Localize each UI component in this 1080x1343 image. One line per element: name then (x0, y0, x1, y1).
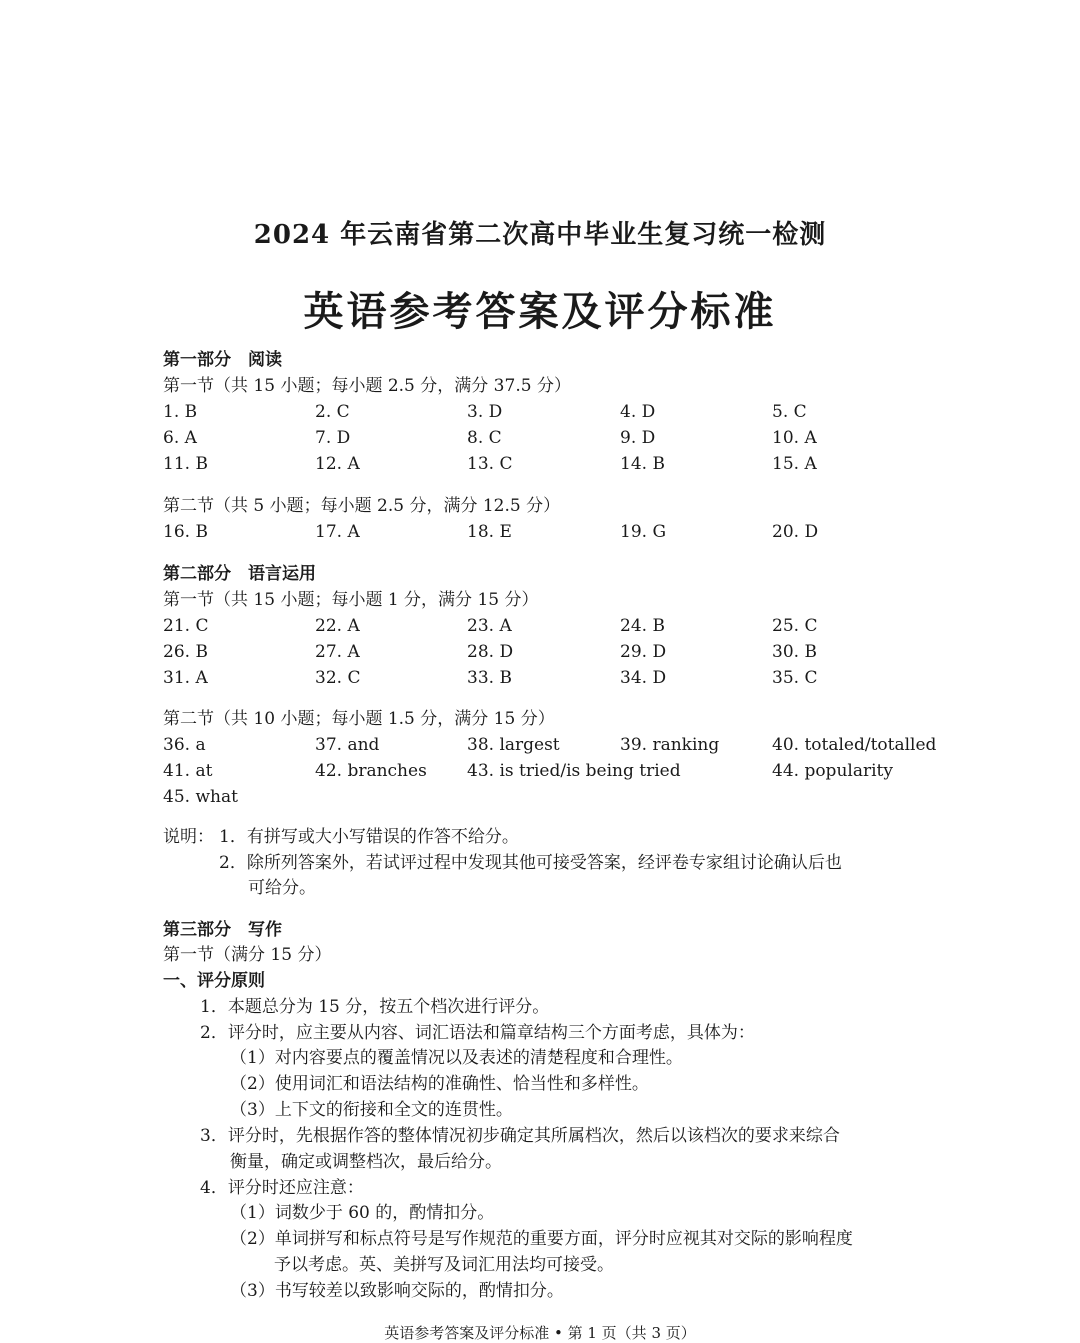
answer-row (163, 760, 923, 782)
answer-item: 23. A (467, 616, 512, 636)
answer-item: 9. D (620, 428, 656, 448)
answer-item: 14. B (620, 454, 665, 474)
part1-heading: 第一部分 阅读 (163, 350, 282, 370)
answer-item: 35. C (772, 668, 818, 688)
part2-heading: 第二部分 语言运用 (163, 564, 316, 584)
document-subtitle: 英语参考答案及评分标准 (303, 288, 777, 335)
part1-section1-heading: 第一节（共 15 小题；每小题 2.5 分，满分 37.5 分） (163, 376, 571, 396)
principle-2: 2．评分时，应主要从内容、词汇语法和篇章结构三个方面考虑，具体为： (200, 1023, 755, 1043)
answer-item: 42. branches (315, 761, 427, 781)
answer-item: 26. B (163, 642, 208, 662)
answer-item: 31. A (163, 668, 208, 688)
answer-row (163, 667, 923, 689)
answer-item: 8. C (467, 428, 502, 448)
answer-item: 12. A (315, 454, 360, 474)
answer-item: 17. A (315, 522, 360, 542)
answer-row (163, 521, 923, 543)
part3-section1-heading: 第一节（满分 15 分） (163, 945, 332, 965)
answer-row (163, 786, 923, 808)
page-footer: 英语参考答案及评分标准 • 第 1 页（共 3 页） (384, 1324, 696, 1342)
part2-section2-heading: 第二节（共 10 小题；每小题 1.5 分，满分 15 分） (163, 709, 555, 729)
answer-item: 30. B (772, 642, 817, 662)
answer-item: 39. ranking (620, 735, 720, 755)
notes-label: 说明： (163, 827, 214, 847)
answer-item: 5. C (772, 402, 807, 422)
answer-item: 22. A (315, 616, 360, 636)
answer-row (163, 401, 923, 423)
answer-item: 24. B (620, 616, 665, 636)
answer-item: 29. D (620, 642, 667, 662)
principle-4: 4．评分时还应注意： (200, 1178, 364, 1198)
answer-item: 43. is tried/is being tried (467, 761, 681, 781)
note-2-continued: 可给分。 (248, 878, 316, 898)
answer-item: 45. what (163, 787, 238, 807)
document-title: 2024 年云南省第二次高中毕业生复习统一检测 (253, 220, 827, 250)
answer-item: 13. C (467, 454, 513, 474)
answer-item: 7. D (315, 428, 351, 448)
answer-item: 18. E (467, 522, 512, 542)
answer-item: 10. A (772, 428, 817, 448)
part1-section2-heading: 第二节（共 5 小题；每小题 2.5 分，满分 12.5 分） (163, 496, 561, 516)
answer-item: 15. A (772, 454, 817, 474)
answer-item: 20. D (772, 522, 819, 542)
answer-row (163, 453, 923, 475)
answer-item: 34. D (620, 668, 667, 688)
note-1: 1．有拼写或大小写错误的作答不给分。 (219, 827, 519, 847)
note-2: 2．除所列答案外，若试评过程中发现其他可接受答案，经评卷专家组讨论确认后也 (219, 853, 842, 873)
answer-item: 33. B (467, 668, 512, 688)
principle-4-2: （2）单词拼写和标点符号是写作规范的重要方面，评分时应视其对交际的影响程度 (230, 1229, 853, 1249)
answer-item: 38. largest (467, 735, 560, 755)
principle-4-1: （1）词数少于 60 的，酌情扣分。 (230, 1203, 495, 1223)
principle-3: 3．评分时，先根据作答的整体情况初步确定其所属档次，然后以该档次的要求来综合 (200, 1126, 840, 1146)
principle-4-3: （3）书写较差以致影响交际的，酌情扣分。 (230, 1281, 564, 1301)
answer-item: 36. a (163, 735, 206, 755)
answer-item: 32. C (315, 668, 361, 688)
answer-item: 25. C (772, 616, 818, 636)
part2-section1-heading: 第一节（共 15 小题；每小题 1 分，满分 15 分） (163, 590, 539, 610)
answer-item: 2. C (315, 402, 350, 422)
scoring-principles-heading: 一、评分原则 (163, 971, 265, 991)
principle-1: 1．本题总分为 15 分，按五个档次进行评分。 (200, 997, 550, 1017)
answer-row (163, 734, 937, 756)
principle-2-3: （3）上下文的衔接和全文的连贯性。 (230, 1100, 513, 1120)
answer-item: 28. D (467, 642, 514, 662)
principle-2-1: （1）对内容要点的覆盖情况以及表述的清楚程度和合理性。 (230, 1048, 683, 1068)
answer-item: 41. at (163, 761, 213, 781)
part3-heading: 第三部分 写作 (163, 920, 282, 940)
answer-row (163, 615, 923, 637)
answer-item: 16. B (163, 522, 208, 542)
answer-item: 21. C (163, 616, 209, 636)
principle-2-2: （2）使用词汇和语法结构的准确性、恰当性和多样性。 (230, 1074, 649, 1094)
principle-3-continued: 衡量，确定或调整档次，最后给分。 (230, 1152, 502, 1172)
answer-item: 1. B (163, 402, 198, 422)
answer-item: 19. G (620, 522, 667, 542)
answer-item: 6. A (163, 428, 197, 448)
principle-4-2-continued: 予以考虑。英、美拼写及词汇用法均可接受。 (274, 1255, 614, 1275)
answer-item: 4. D (620, 402, 656, 422)
answer-item: 27. A (315, 642, 360, 662)
answer-item: 37. and (315, 735, 380, 755)
answer-item: 44. popularity (772, 761, 893, 781)
answer-row (163, 427, 923, 449)
answer-item: 40. totaled/totalled (772, 735, 937, 755)
answer-item: 11. B (163, 454, 208, 474)
answer-row (163, 641, 923, 663)
answer-item: 3. D (467, 402, 503, 422)
